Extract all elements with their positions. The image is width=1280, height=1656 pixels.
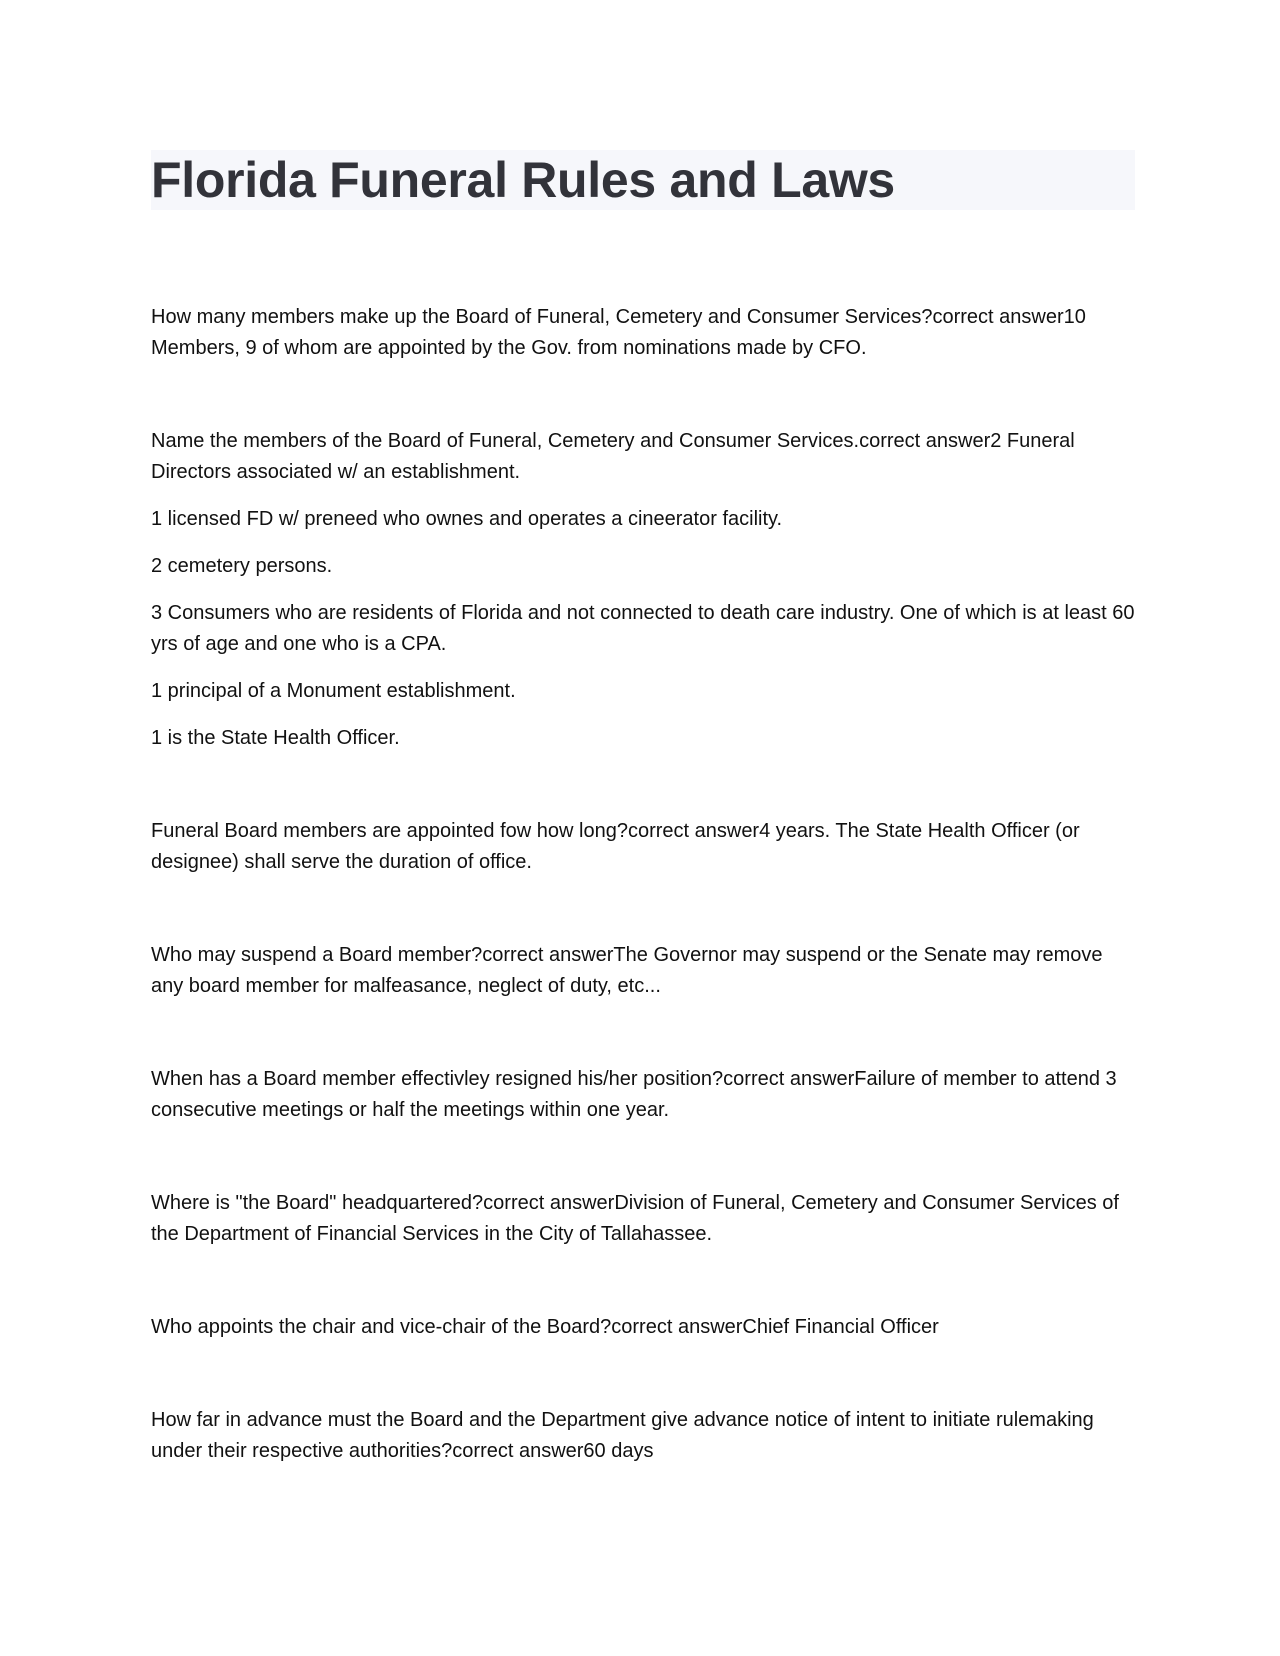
qa-continuation-line: 3 Consumers who are residents of Florida and not connected to death care industry. One of which is at least 60 yrs of age and one who is a CPA. bbox=[151, 602, 1135, 655]
qa-entry-headquarters bbox=[151, 1188, 1135, 1250]
qa-entry-board-size bbox=[151, 302, 1135, 364]
qa-content bbox=[151, 302, 1135, 1467]
qa-text: How far in advance must the Board and the Department give advance notice of intent to initiate rulemaking under their respective authorities?correct answer60 days bbox=[151, 1409, 1094, 1462]
qa-entry-suspension bbox=[151, 940, 1135, 1002]
qa-entry-board-members bbox=[151, 426, 1135, 754]
qa-text: Where is "the Board" headquartered?correct answerDivision of Funeral, Cemetery and Consumer Services of the Department of Financial Services in the City of Tallahassee. bbox=[151, 1192, 1119, 1245]
qa-entry-chair-appointment bbox=[151, 1312, 1135, 1343]
qa-text: Who may suspend a Board member?correct answerThe Governor may suspend or the Senate may remove any board member for malfeasance, neglect of duty, etc... bbox=[151, 944, 1103, 997]
qa-continuation-line: 2 cemetery persons. bbox=[151, 555, 333, 577]
qa-text: Name the members of the Board of Funeral, Cemetery and Consumer Services.correct answer2 Funeral Directors associated w/ an establishment. bbox=[151, 430, 1075, 483]
qa-continuation-line: 1 is the State Health Officer. bbox=[151, 727, 400, 749]
qa-entry-rulemaking-notice bbox=[151, 1405, 1135, 1467]
qa-text: Funeral Board members are appointed fow how long?correct answer4 years. The State Health Officer (or designee) shall serve the duration of office. bbox=[151, 820, 1080, 873]
qa-text: When has a Board member effectivley resigned his/her position?correct answerFailure of member to attend 3 consecutive meetings or half the meetings within one year. bbox=[151, 1068, 1117, 1121]
qa-text: Who appoints the chair and vice-chair of the Board?correct answerChief Financial Officer bbox=[151, 1316, 939, 1338]
qa-continuation-line: 1 licensed FD w/ preneed who ownes and operates a cineerator facility. bbox=[151, 508, 783, 530]
document-page bbox=[151, 150, 1135, 1467]
qa-continuation-line: 1 principal of a Monument establishment. bbox=[151, 680, 516, 702]
title-banner bbox=[151, 150, 1135, 210]
qa-entry-term-length bbox=[151, 816, 1135, 878]
qa-entry-resignation bbox=[151, 1064, 1135, 1126]
page-title: Florida Funeral Rules and Laws bbox=[151, 152, 895, 208]
qa-text: How many members make up the Board of Funeral, Cemetery and Consumer Services?correct answer10 Members, 9 of whom are appointed by the Gov. from nominations made by CFO. bbox=[151, 306, 1086, 359]
